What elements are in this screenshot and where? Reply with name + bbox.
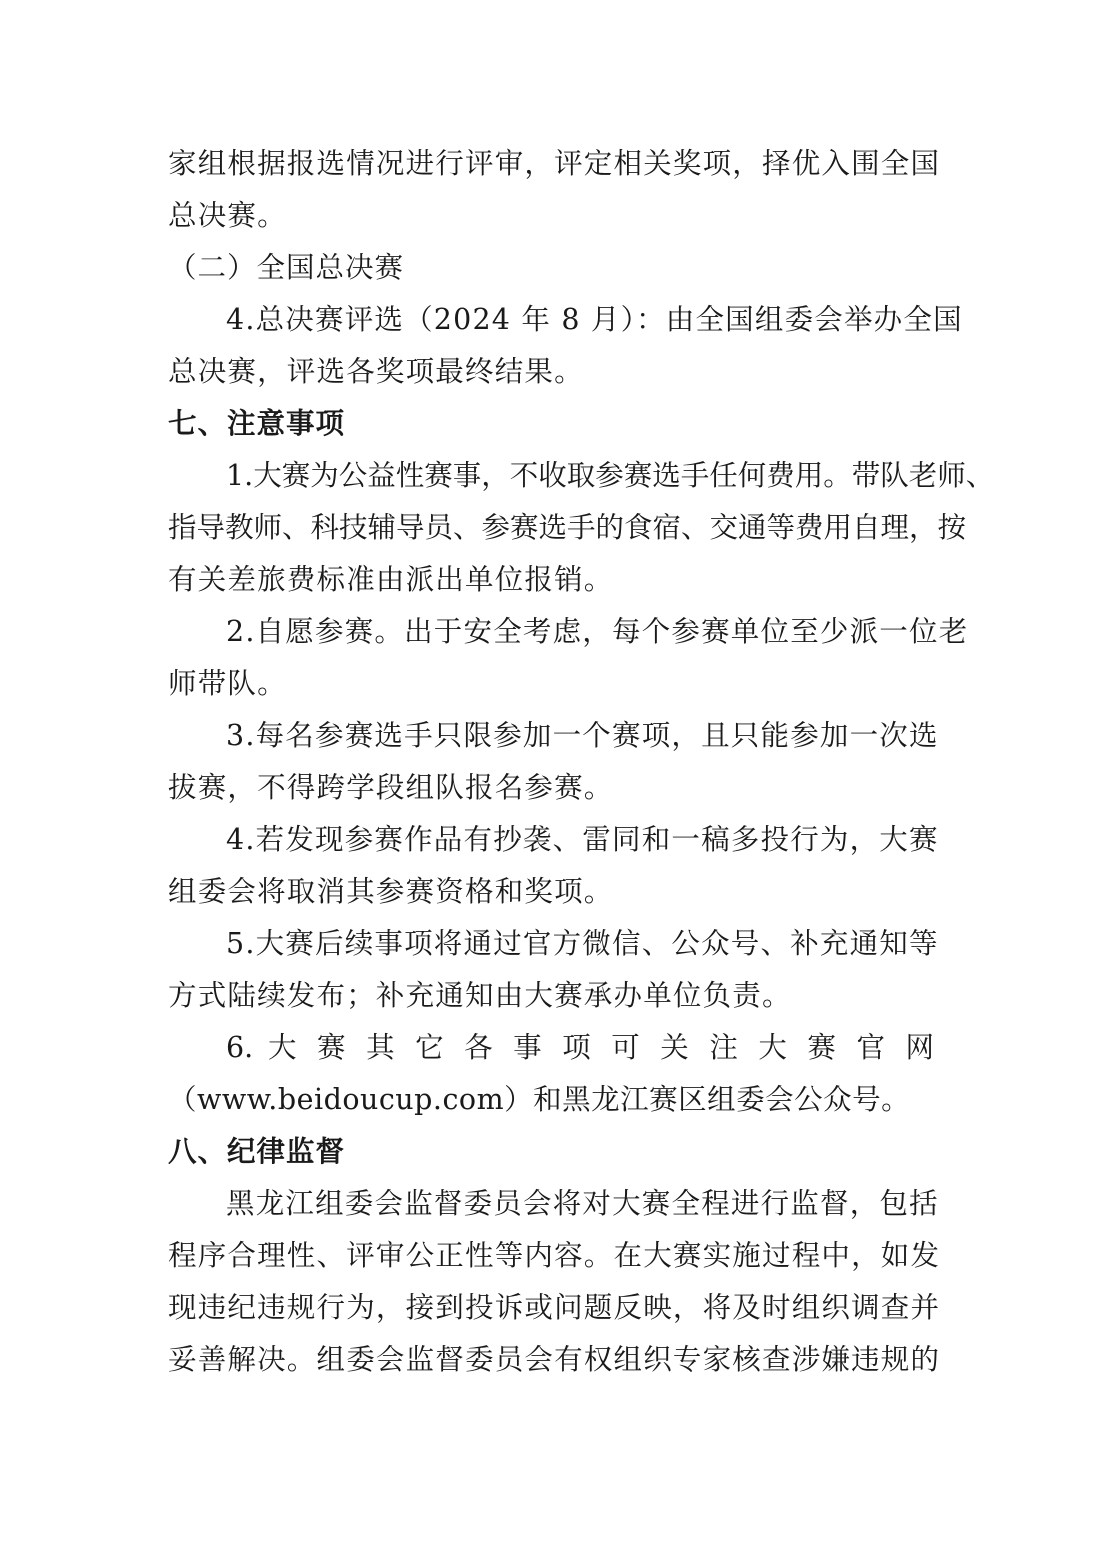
section-heading: 八、纪律监督	[168, 1135, 346, 1168]
subsection-heading: （二）全国总决赛	[168, 251, 405, 284]
section-heading: 七、注意事项	[168, 407, 346, 440]
paragraph-line: 2.自愿参赛。出于安全考虑，每个参赛单位至少派一位老	[226, 615, 969, 648]
paragraph-line: （www.beidoucup.com）和黑龙江赛区组委会公众号。	[168, 1083, 911, 1116]
paragraph-line: 5.大赛后续事项将通过官方微信、公众号、补充通知等	[226, 927, 939, 960]
paragraph-line: 妥善解决。组委会监督委员会有权组织专家核查涉嫌违规的	[168, 1343, 941, 1376]
paragraph-line: 师带队。	[168, 667, 287, 700]
paragraph-line: 组委会将取消其参赛资格和奖项。	[168, 875, 614, 908]
paragraph-line: 1.大赛为公益性赛事，不收取参赛选手任何费用。带队老师、	[226, 459, 995, 492]
paragraph-line: 黑龙江组委会监督委员会将对大赛全程进行监督，包括	[226, 1187, 939, 1220]
paragraph-line: 总决赛，评选各奖项最终结果。	[168, 355, 584, 388]
paragraph-line: 家组根据报选情况进行评审，评定相关奖项，择优入围全国	[168, 147, 941, 180]
paragraph-line: 4.若发现参赛作品有抄袭、雷同和一稿多投行为，大赛	[226, 823, 939, 856]
paragraph-line: 程序合理性、评审公正性等内容。在大赛实施过程中，如发	[168, 1239, 941, 1272]
paragraph-line: 有关差旅费标准由派出单位报销。	[168, 563, 614, 596]
paragraph-line: 拔赛，不得跨学段组队报名参赛。	[168, 771, 614, 804]
paragraph-line: 总决赛。	[168, 199, 287, 232]
paragraph-line: 指导教师、科技辅导员、参赛选手的食宿、交通等费用自理，按	[168, 511, 967, 544]
paragraph-line: 4.总决赛评选（2024 年 8 月）：由全国组委会举办全国	[226, 303, 963, 336]
paragraph-line: 现违纪违规行为，接到投诉或问题反映，将及时组织调查并	[168, 1291, 941, 1324]
paragraph-line: 方式陆续发布；补充通知由大赛承办单位负责。	[168, 979, 792, 1012]
paragraph-line: 3.每名参赛选手只限参加一个赛项，且只能参加一次选	[226, 719, 939, 752]
paragraph-line: 6. 大 赛 其 它 各 事 项 可 关 注 大 赛 官 网	[226, 1031, 934, 1064]
